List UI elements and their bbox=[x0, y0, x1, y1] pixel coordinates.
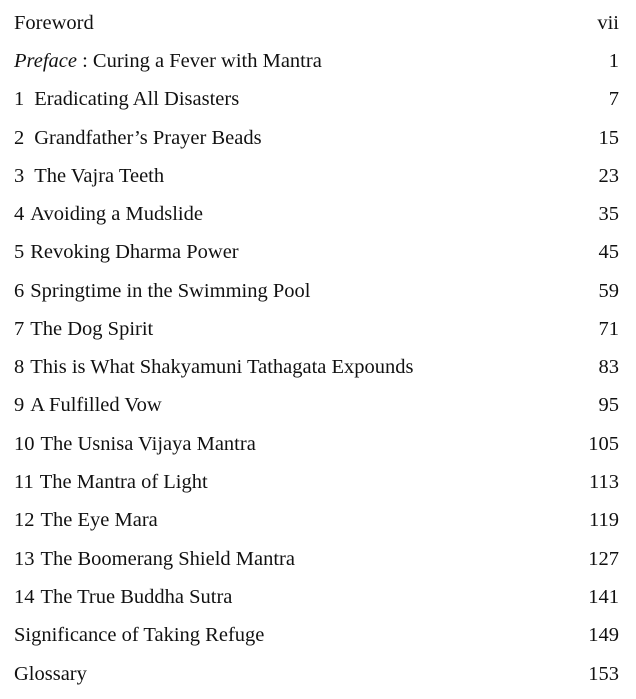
chapter-number: 2 bbox=[14, 127, 25, 149]
toc-entry-chapter-6[interactable] bbox=[14, 276, 619, 306]
chapter-title: The Boomerang Shield Mantra bbox=[40, 548, 295, 570]
chapter-number: 5 bbox=[14, 241, 25, 263]
toc-entry-page: 59 bbox=[598, 280, 619, 302]
toc-entry-page: 95 bbox=[598, 394, 619, 416]
toc-entry-chapter-5[interactable] bbox=[14, 237, 619, 267]
chapter-title: Springtime in the Swimming Pool bbox=[30, 280, 311, 302]
preface-label: Preface bbox=[14, 50, 77, 72]
chapter-number: 10 bbox=[14, 433, 35, 455]
toc-entry-title: Significance of Taking Refuge bbox=[14, 624, 265, 646]
toc-entry-chapter-13[interactable] bbox=[14, 544, 619, 574]
chapter-number: 6 bbox=[14, 280, 25, 302]
toc-entry-title bbox=[14, 84, 239, 114]
toc-entry-page: 149 bbox=[588, 624, 619, 646]
chapter-title: The True Buddha Sutra bbox=[40, 586, 233, 608]
chapter-number: 13 bbox=[14, 548, 35, 570]
toc-entry-chapter-9[interactable] bbox=[14, 390, 619, 420]
toc-entry-page: 71 bbox=[598, 318, 619, 340]
toc-entry-chapter-10[interactable] bbox=[14, 429, 619, 459]
toc-entry-title bbox=[14, 237, 239, 267]
toc-entry-title bbox=[14, 314, 153, 344]
toc-entry-page: 35 bbox=[598, 203, 619, 225]
toc-entry-title bbox=[14, 199, 203, 229]
preface-title: : Curing a Fever with Mantra bbox=[76, 50, 322, 72]
toc-entry-refuge[interactable] bbox=[14, 620, 619, 650]
toc-entry-page: 105 bbox=[588, 433, 619, 455]
toc-entry-title bbox=[14, 161, 164, 191]
toc-entry-title bbox=[14, 390, 162, 420]
chapter-title: A Fulfilled Vow bbox=[30, 394, 162, 416]
chapter-title: Avoiding a Mudslide bbox=[30, 203, 203, 225]
toc-entry-title bbox=[14, 352, 414, 382]
toc-entry-title bbox=[14, 123, 262, 153]
chapter-number: 11 bbox=[14, 471, 34, 493]
chapter-title: Grandfather’s Prayer Beads bbox=[34, 127, 262, 149]
toc-entry-page: 15 bbox=[598, 127, 619, 149]
toc-entry-chapter-11[interactable] bbox=[14, 467, 619, 497]
toc-entry-title bbox=[14, 505, 158, 535]
toc-entry-chapter-7[interactable] bbox=[14, 314, 619, 344]
toc-entry-chapter-12[interactable] bbox=[14, 505, 619, 535]
toc-entry-page: vii bbox=[597, 12, 619, 34]
toc-entry-page: 127 bbox=[588, 548, 619, 570]
toc-entry-chapter-8[interactable] bbox=[14, 352, 619, 382]
chapter-title: This is What Shakyamuni Tathagata Expounds bbox=[30, 356, 414, 378]
chapter-number: 14 bbox=[14, 586, 35, 608]
toc-entry-chapter-1[interactable] bbox=[14, 84, 619, 114]
toc-entry-page: 141 bbox=[588, 586, 619, 608]
chapter-number: 9 bbox=[14, 394, 25, 416]
toc-entry-page: 1 bbox=[608, 50, 619, 72]
chapter-number: 7 bbox=[14, 318, 25, 340]
chapter-title: The Usnisa Vijaya Mantra bbox=[40, 433, 256, 455]
toc-entry-preface[interactable] bbox=[14, 46, 619, 76]
chapter-number: 12 bbox=[14, 509, 35, 531]
toc-entry-title bbox=[14, 276, 310, 306]
toc-entry-chapter-14[interactable] bbox=[14, 582, 619, 612]
toc-entry-title bbox=[14, 582, 232, 612]
chapter-number: 3 bbox=[14, 165, 25, 187]
toc-entry-chapter-3[interactable] bbox=[14, 161, 619, 191]
chapter-title: The Mantra of Light bbox=[39, 471, 208, 493]
toc-entry-foreword[interactable] bbox=[14, 8, 619, 38]
toc-entry-chapter-2[interactable] bbox=[14, 123, 619, 153]
chapter-title: The Vajra Teeth bbox=[34, 165, 165, 187]
toc-entry-chapter-4[interactable] bbox=[14, 199, 619, 229]
chapter-title: Revoking Dharma Power bbox=[30, 241, 239, 263]
chapter-title: Eradicating All Disasters bbox=[34, 88, 240, 110]
toc-entry-title bbox=[14, 544, 295, 574]
chapter-number: 8 bbox=[14, 356, 25, 378]
chapter-title: The Eye Mara bbox=[40, 509, 158, 531]
toc-entry-page: 113 bbox=[589, 471, 619, 493]
toc-entry-title: Foreword bbox=[14, 12, 94, 34]
toc-entry-glossary[interactable] bbox=[14, 659, 619, 689]
toc-entry-title: Glossary bbox=[14, 663, 87, 685]
toc-entry-page: 119 bbox=[589, 509, 619, 531]
toc-entry-page: 153 bbox=[588, 663, 619, 685]
toc-entry-page: 45 bbox=[598, 241, 619, 263]
toc-entry-title bbox=[14, 429, 256, 459]
chapter-number: 4 bbox=[14, 203, 25, 225]
chapter-title: The Dog Spirit bbox=[30, 318, 154, 340]
toc-entry-title bbox=[14, 467, 208, 497]
toc-entry-page: 83 bbox=[598, 356, 619, 378]
toc-entry-page: 23 bbox=[598, 165, 619, 187]
toc-entry-page: 7 bbox=[608, 88, 619, 110]
toc-entry-title bbox=[14, 46, 322, 76]
chapter-number: 1 bbox=[14, 88, 25, 110]
